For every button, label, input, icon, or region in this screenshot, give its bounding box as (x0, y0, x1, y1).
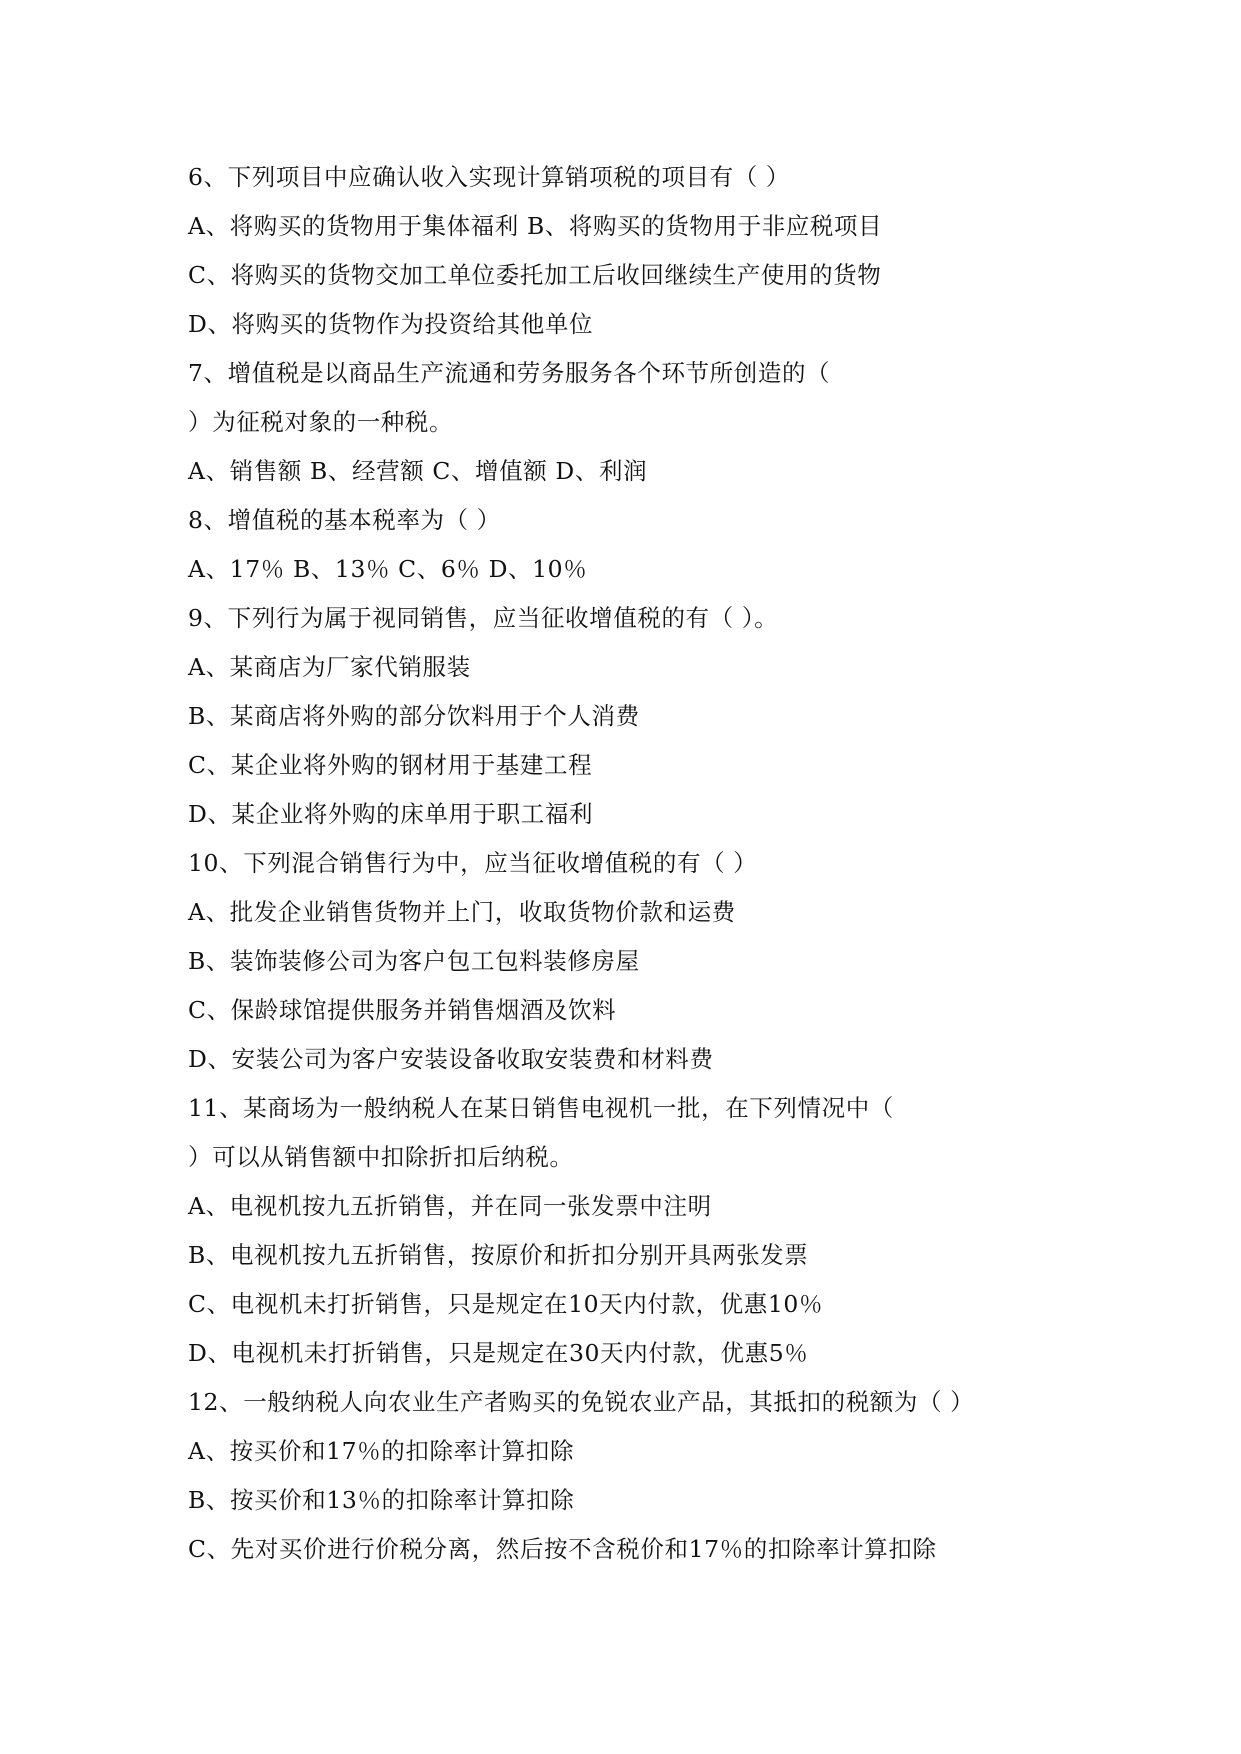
question-10-option-d: D、安装公司为客户安装设备收取安装费和材料费 (188, 1045, 714, 1073)
question-12-stem: 12、一般纳税人向农业生产者购买的免锐农业产品，其抵扣的税额为（ ） (188, 1388, 975, 1416)
question-text-block (188, 153, 1148, 1574)
question-12-option-b: B、按买价和13％的扣除率计算扣除 (188, 1486, 575, 1514)
question-12-option-a: A、按买价和17％的扣除率计算扣除 (188, 1437, 575, 1465)
question-11-option-a: A、电视机按九五折销售，并在同一张发票中注明 (188, 1192, 712, 1220)
question-11-option-c: C、电视机未打折销售，只是规定在10天内付款，优惠10％ (188, 1290, 824, 1318)
question-10-option-a: A、批发企业销售货物并上门，收取货物价款和运费 (188, 898, 736, 926)
question-11-option-d: D、电视机未打折销售，只是规定在30天内付款，优惠5％ (188, 1339, 809, 1367)
question-11-stem: 11、某商场为一般纳税人在某日销售电视机一批，在下列情况中（ (188, 1094, 894, 1122)
question-9-option-d: D、某企业将外购的床单用于职工福利 (188, 800, 594, 828)
question-9-stem: 9、下列行为属于视同销售，应当征收增值税的有（ ）。 (188, 604, 779, 632)
question-7-stem: 7、增值税是以商品生产流通和劳务服务各个环节所创造的（ (188, 359, 831, 387)
question-8-stem: 8、增值税的基本税率为（ ） (188, 506, 501, 534)
question-10-option-c: C、保龄球馆提供服务并销售烟酒及饮料 (188, 996, 617, 1024)
question-6-options-ab: A、将购买的货物用于集体福利 B、将购买的货物用于非应税项目 (188, 212, 883, 240)
question-10-stem: 10、下列混合销售行为中，应当征收增值税的有（ ） (188, 849, 758, 877)
question-10-option-b: B、装饰装修公司为客户包工包料装修房屋 (188, 947, 640, 975)
question-6-stem: 6、下列项目中应确认收入实现计算销项税的项目有（ ） (188, 163, 791, 191)
question-11-stem-continued: ）可以从销售额中扣除折扣后纳税。 (188, 1143, 574, 1171)
question-11-option-b: B、电视机按九五折销售，按原价和折扣分别开具两张发票 (188, 1241, 809, 1269)
question-6-option-c: C、将购买的货物交加工单位委托加工后收回继续生产使用的货物 (188, 261, 882, 289)
question-7-stem-continued: ）为征税对象的一种税。 (188, 408, 454, 436)
question-9-option-c: C、某企业将外购的钢材用于基建工程 (188, 751, 593, 779)
question-9-option-b: B、某商店将外购的部分饮料用于个人消费 (188, 702, 640, 730)
question-12-option-c: C、先对买价进行价税分离，然后按不含税价和17％的扣除率计算扣除 (188, 1535, 937, 1563)
question-7-options: A、销售额 B、经营额 C、增值额 D、利润 (188, 457, 648, 485)
question-9-option-a: A、某商店为厂家代销服装 (188, 653, 471, 681)
question-6-option-d: D、将购买的货物作为投资给其他单位 (188, 310, 594, 338)
question-8-options: A、17％ B、13％ C、6％ D、10％ (188, 555, 588, 583)
